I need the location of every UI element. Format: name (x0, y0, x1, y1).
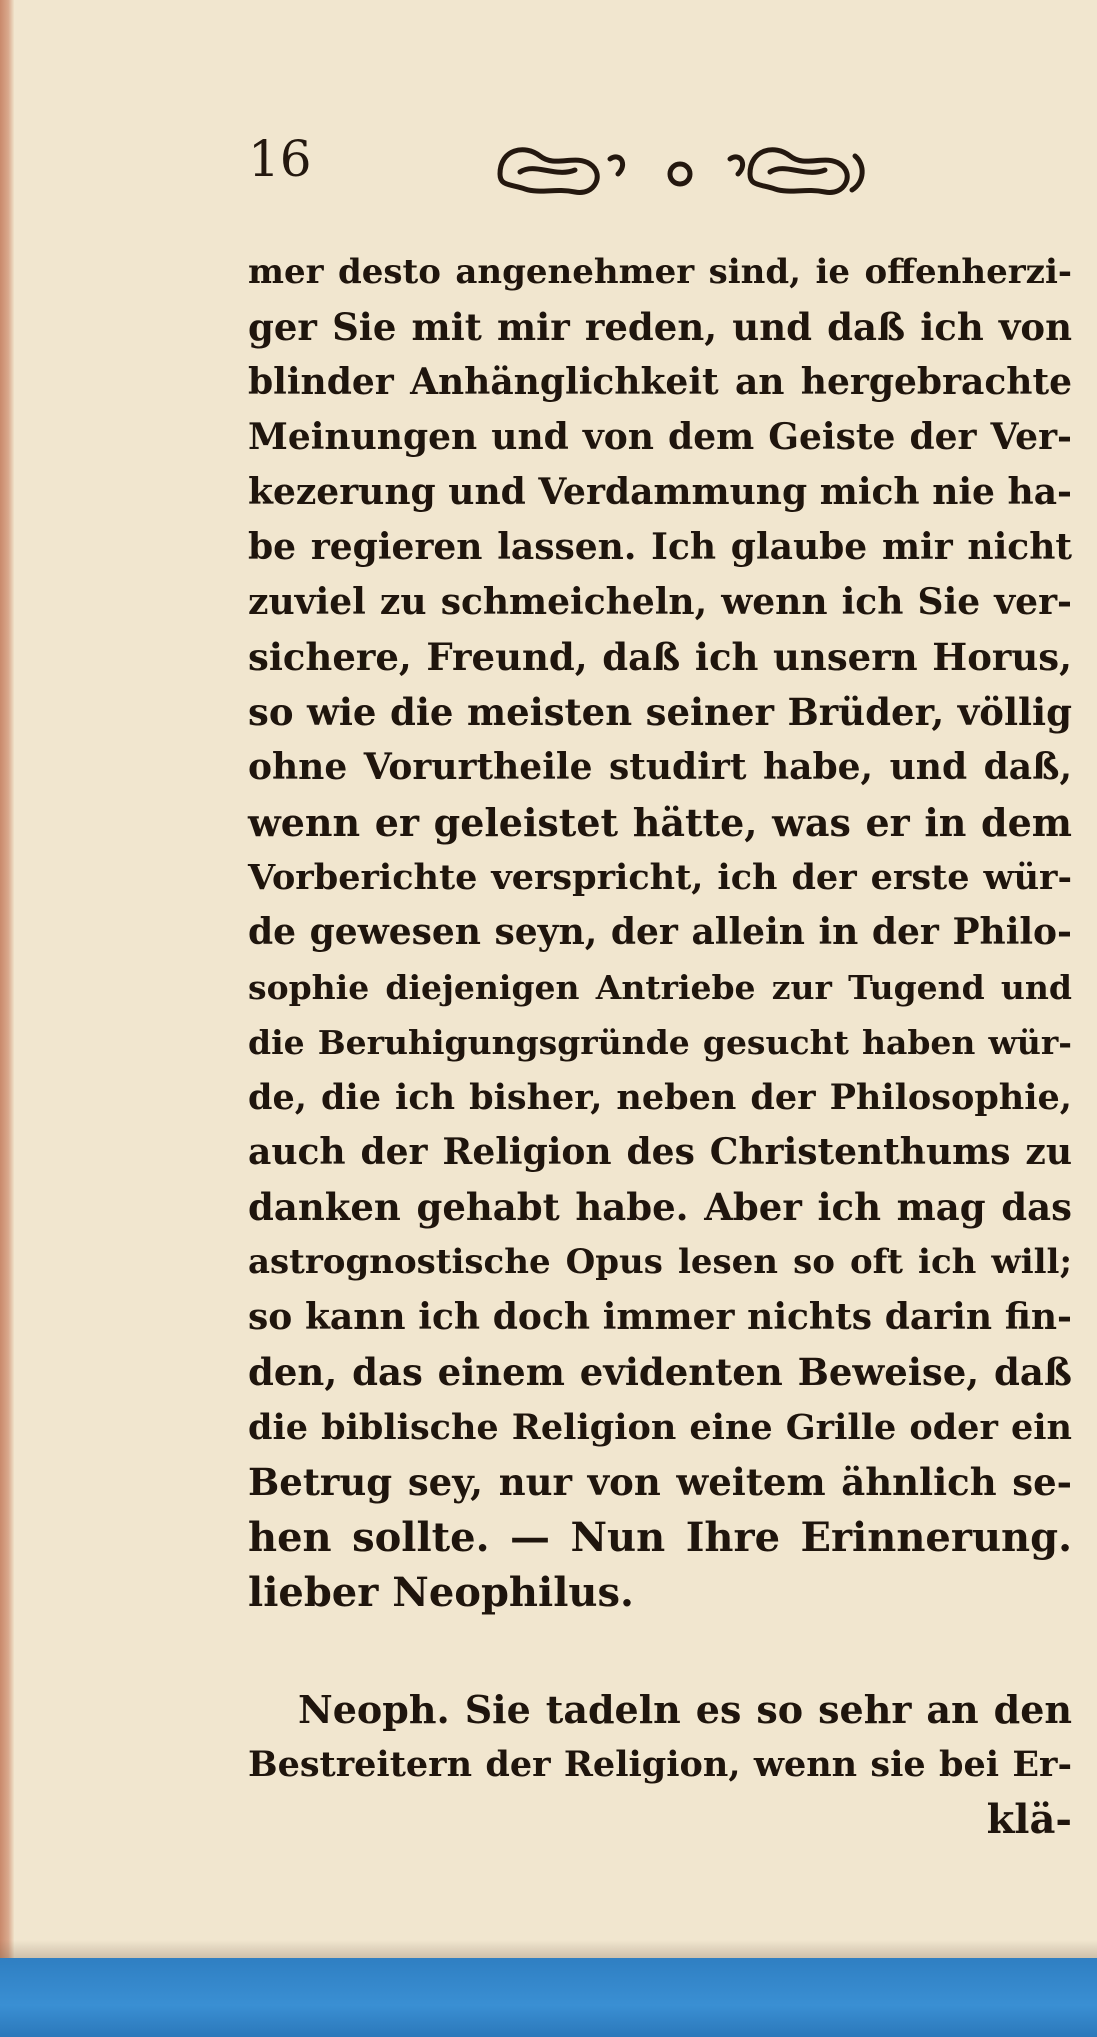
text-line: blinder Anhänglichkeit an hergebrachte (248, 361, 1072, 403)
text-line: ger Sie mit mir reden, und daß ich von (248, 305, 1072, 349)
text-line: so kann ich doch immer nichts darin fin- (248, 1296, 1072, 1338)
text-line: danken gehabt habe. Aber ich mag das (248, 1185, 1072, 1229)
catchword: klä- (986, 1796, 1072, 1843)
text-line: sophie diejenigen Antriebe zur Tugend und (248, 968, 1072, 1007)
text-line: de gewesen seyn, der allein in der Philo- (248, 911, 1072, 953)
text-line: so wie die meisten seiner Brüder, völlig (248, 690, 1072, 734)
text-line: die Beruhigungsgründe gesucht haben wür- (248, 1023, 1072, 1062)
paragraph-gap (248, 1620, 1072, 1682)
text-line: Neoph. Sie tadeln es so sehr an den (298, 1687, 1072, 1732)
scan-background-band (0, 1958, 1097, 2037)
text-line: hen sollte. — Nun Ihre Erinnerung. (248, 1514, 1072, 1561)
page-text (248, 245, 1072, 1847)
text-line: be regieren lassen. Ich glaube mir nicht (248, 526, 1072, 568)
page-header (248, 130, 888, 210)
text-line: lieber Neophilus. (248, 1569, 634, 1616)
text-line: wenn er geleistet hätte, was er in dem (248, 800, 1072, 845)
text-line: mer desto angenehmer sind, ie offenherzi- (248, 252, 1072, 292)
text-line: ohne Vorurtheile studirt habe, und daß, (248, 746, 1072, 788)
text-line: auch der Religion des Christenthums zu (248, 1131, 1072, 1173)
text-line: den, das einem evidenten Beweise, daß (248, 1350, 1072, 1394)
text-line: zuviel zu schmeicheln, wenn ich Sie ver- (248, 581, 1072, 623)
text-line: sichere, Freund, daß ich unsern Horus, (248, 635, 1072, 679)
text-line: die biblische Religion eine Grille oder ein (248, 1407, 1072, 1448)
text-line: kezerung und Verdammung mich nie ha- (248, 471, 1072, 513)
text-line: Vorberichte verspricht, ich der erste wür- (248, 857, 1072, 898)
text-line: Meinungen und von dem Geiste der Ver- (248, 416, 1072, 458)
text-line: Bestreitern der Religion, wenn sie bei Er- (248, 1744, 1072, 1785)
page-number: 16 (248, 130, 312, 188)
text-line: astrognostische Opus lesen so oft ich will; (248, 1242, 1072, 1282)
page-spine-edge (0, 0, 14, 2037)
text-line: Betrug sey, nur von weitem ähnlich se- (248, 1460, 1072, 1504)
text-line: de, die ich bisher, neben der Philosophie, (248, 1077, 1072, 1118)
decorative-flourish-icon (480, 134, 880, 204)
